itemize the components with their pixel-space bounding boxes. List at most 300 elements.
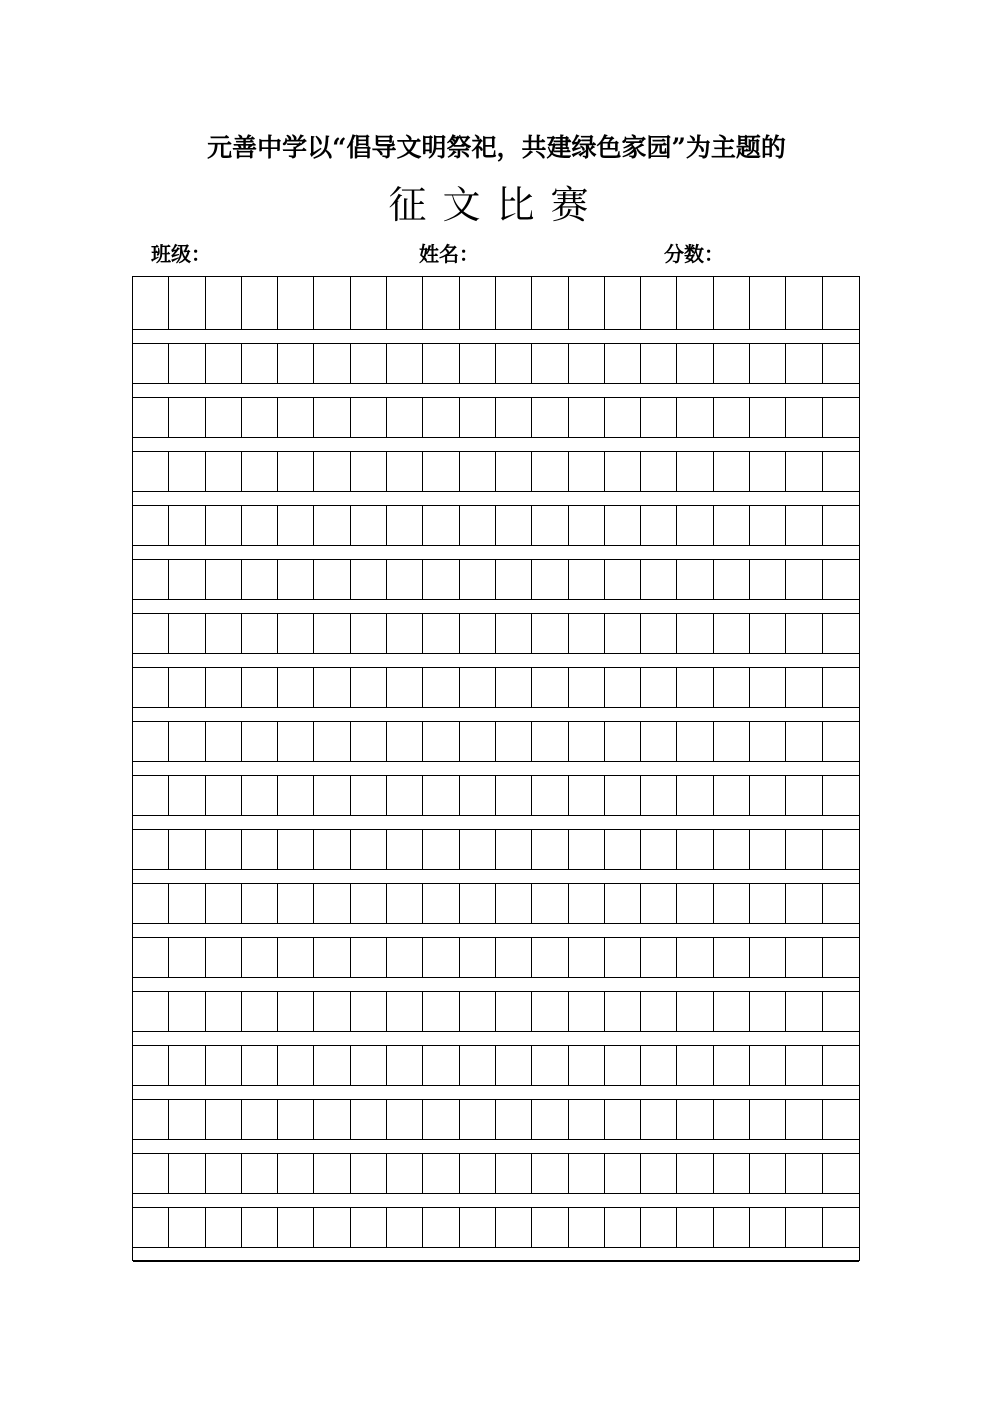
grid-cell[interactable]: [133, 506, 169, 545]
grid-cell[interactable]: [714, 1046, 750, 1085]
grid-cell[interactable]: [206, 884, 242, 923]
grid-cell[interactable]: [641, 992, 677, 1031]
grid-cell[interactable]: [823, 884, 859, 923]
grid-cell[interactable]: [206, 1046, 242, 1085]
grid-cell[interactable]: [351, 1100, 387, 1139]
grid-cell[interactable]: [387, 1208, 423, 1247]
grid-cell[interactable]: [714, 668, 750, 707]
grid-cell[interactable]: [641, 668, 677, 707]
grid-cell[interactable]: [641, 830, 677, 869]
grid-cell[interactable]: [605, 344, 641, 383]
grid-cell[interactable]: [314, 344, 350, 383]
grid-cell[interactable]: [496, 1154, 532, 1193]
grid-cell[interactable]: [714, 452, 750, 491]
grid-cell[interactable]: [423, 884, 459, 923]
grid-cell[interactable]: [569, 506, 605, 545]
grid-cell[interactable]: [314, 830, 350, 869]
grid-cell[interactable]: [133, 830, 169, 869]
grid-cell[interactable]: [314, 1046, 350, 1085]
grid-cell[interactable]: [714, 830, 750, 869]
grid-cell[interactable]: [569, 277, 605, 329]
grid-cell[interactable]: [314, 668, 350, 707]
grid-cell[interactable]: [641, 1208, 677, 1247]
grid-cell[interactable]: [532, 506, 568, 545]
grid-cell[interactable]: [351, 722, 387, 761]
grid-cell[interactable]: [641, 884, 677, 923]
grid-cell[interactable]: [641, 506, 677, 545]
grid-cell[interactable]: [206, 1100, 242, 1139]
grid-cell[interactable]: [387, 1100, 423, 1139]
grid-cell[interactable]: [423, 668, 459, 707]
grid-cell[interactable]: [206, 668, 242, 707]
grid-cell[interactable]: [351, 884, 387, 923]
grid-cell[interactable]: [278, 398, 314, 437]
grid-cell[interactable]: [677, 614, 713, 653]
grid-cell[interactable]: [750, 830, 786, 869]
grid-cell[interactable]: [677, 722, 713, 761]
grid-cell[interactable]: [169, 992, 205, 1031]
grid-cell[interactable]: [351, 398, 387, 437]
grid-cell[interactable]: [677, 1208, 713, 1247]
grid-cell[interactable]: [242, 344, 278, 383]
grid-cell[interactable]: [169, 722, 205, 761]
grid-cell[interactable]: [605, 776, 641, 815]
grid-cell[interactable]: [133, 992, 169, 1031]
grid-cell[interactable]: [750, 1154, 786, 1193]
grid-cell[interactable]: [532, 398, 568, 437]
grid-cell[interactable]: [750, 614, 786, 653]
grid-cell[interactable]: [206, 398, 242, 437]
grid-cell[interactable]: [714, 344, 750, 383]
grid-cell[interactable]: [677, 830, 713, 869]
grid-cell[interactable]: [169, 614, 205, 653]
grid-cell[interactable]: [532, 722, 568, 761]
grid-cell[interactable]: [278, 1046, 314, 1085]
grid-cell[interactable]: [823, 1154, 859, 1193]
grid-cell[interactable]: [133, 668, 169, 707]
grid-cell[interactable]: [278, 506, 314, 545]
grid-cell[interactable]: [351, 614, 387, 653]
grid-cell[interactable]: [242, 506, 278, 545]
grid-cell[interactable]: [496, 1100, 532, 1139]
grid-cell[interactable]: [569, 776, 605, 815]
grid-cell[interactable]: [641, 452, 677, 491]
grid-cell[interactable]: [460, 938, 496, 977]
grid-cell[interactable]: [423, 614, 459, 653]
grid-cell[interactable]: [351, 277, 387, 329]
grid-cell[interactable]: [641, 560, 677, 599]
grid-cell[interactable]: [823, 614, 859, 653]
grid-cell[interactable]: [532, 938, 568, 977]
grid-cell[interactable]: [532, 1046, 568, 1085]
grid-cell[interactable]: [714, 992, 750, 1031]
grid-cell[interactable]: [169, 398, 205, 437]
grid-cell[interactable]: [641, 614, 677, 653]
grid-cell[interactable]: [496, 668, 532, 707]
grid-cell[interactable]: [423, 776, 459, 815]
grid-cell[interactable]: [423, 830, 459, 869]
grid-cell[interactable]: [278, 560, 314, 599]
grid-cell[interactable]: [169, 668, 205, 707]
grid-cell[interactable]: [351, 1046, 387, 1085]
grid-cell[interactable]: [641, 277, 677, 329]
grid-cell[interactable]: [423, 938, 459, 977]
grid-cell[interactable]: [605, 560, 641, 599]
grid-cell[interactable]: [714, 1100, 750, 1139]
grid-cell[interactable]: [641, 722, 677, 761]
grid-cell[interactable]: [278, 452, 314, 491]
grid-cell[interactable]: [605, 452, 641, 491]
grid-cell[interactable]: [641, 938, 677, 977]
grid-cell[interactable]: [169, 1154, 205, 1193]
grid-cell[interactable]: [677, 506, 713, 545]
grid-cell[interactable]: [786, 1154, 822, 1193]
grid-cell[interactable]: [423, 506, 459, 545]
grid-cell[interactable]: [786, 506, 822, 545]
grid-cell[interactable]: [278, 344, 314, 383]
grid-cell[interactable]: [133, 452, 169, 491]
grid-cell[interactable]: [387, 344, 423, 383]
grid-cell[interactable]: [569, 614, 605, 653]
grid-cell[interactable]: [786, 344, 822, 383]
grid-cell[interactable]: [278, 992, 314, 1031]
grid-cell[interactable]: [314, 1154, 350, 1193]
grid-cell[interactable]: [823, 1208, 859, 1247]
grid-cell[interactable]: [133, 560, 169, 599]
grid-cell[interactable]: [641, 1100, 677, 1139]
grid-cell[interactable]: [169, 506, 205, 545]
grid-cell[interactable]: [242, 398, 278, 437]
grid-cell[interactable]: [460, 452, 496, 491]
grid-cell[interactable]: [314, 722, 350, 761]
grid-cell[interactable]: [750, 277, 786, 329]
grid-cell[interactable]: [641, 344, 677, 383]
grid-cell[interactable]: [133, 398, 169, 437]
grid-cell[interactable]: [460, 344, 496, 383]
grid-cell[interactable]: [387, 992, 423, 1031]
grid-cell[interactable]: [242, 1154, 278, 1193]
grid-cell[interactable]: [460, 1046, 496, 1085]
grid-cell[interactable]: [133, 277, 169, 329]
grid-cell[interactable]: [641, 1046, 677, 1085]
grid-cell[interactable]: [460, 1154, 496, 1193]
grid-cell[interactable]: [423, 277, 459, 329]
grid-cell[interactable]: [496, 560, 532, 599]
grid-cell[interactable]: [532, 1100, 568, 1139]
grid-cell[interactable]: [278, 668, 314, 707]
grid-cell[interactable]: [569, 938, 605, 977]
grid-cell[interactable]: [786, 830, 822, 869]
grid-cell[interactable]: [496, 1208, 532, 1247]
grid-cell[interactable]: [569, 830, 605, 869]
grid-cell[interactable]: [242, 830, 278, 869]
grid-cell[interactable]: [569, 884, 605, 923]
grid-cell[interactable]: [460, 992, 496, 1031]
grid-cell[interactable]: [569, 1100, 605, 1139]
grid-cell[interactable]: [351, 776, 387, 815]
grid-cell[interactable]: [169, 1100, 205, 1139]
grid-cell[interactable]: [314, 277, 350, 329]
grid-cell[interactable]: [677, 1046, 713, 1085]
grid-cell[interactable]: [569, 452, 605, 491]
grid-cell[interactable]: [786, 1208, 822, 1247]
grid-cell[interactable]: [169, 452, 205, 491]
grid-cell[interactable]: [569, 1046, 605, 1085]
grid-cell[interactable]: [460, 668, 496, 707]
grid-cell[interactable]: [569, 560, 605, 599]
grid-cell[interactable]: [133, 938, 169, 977]
grid-cell[interactable]: [278, 1208, 314, 1247]
grid-cell[interactable]: [387, 830, 423, 869]
grid-cell[interactable]: [605, 1208, 641, 1247]
grid-cell[interactable]: [605, 992, 641, 1031]
grid-cell[interactable]: [496, 830, 532, 869]
grid-cell[interactable]: [641, 398, 677, 437]
grid-cell[interactable]: [314, 398, 350, 437]
grid-cell[interactable]: [823, 1046, 859, 1085]
grid-cell[interactable]: [278, 776, 314, 815]
grid-cell[interactable]: [677, 560, 713, 599]
grid-cell[interactable]: [750, 506, 786, 545]
grid-cell[interactable]: [387, 452, 423, 491]
grid-cell[interactable]: [605, 938, 641, 977]
grid-cell[interactable]: [387, 722, 423, 761]
grid-cell[interactable]: [605, 830, 641, 869]
grid-cell[interactable]: [242, 1100, 278, 1139]
grid-cell[interactable]: [714, 884, 750, 923]
grid-cell[interactable]: [823, 398, 859, 437]
grid-cell[interactable]: [133, 614, 169, 653]
grid-cell[interactable]: [460, 560, 496, 599]
grid-cell[interactable]: [605, 1046, 641, 1085]
grid-cell[interactable]: [351, 830, 387, 869]
grid-cell[interactable]: [714, 506, 750, 545]
grid-cell[interactable]: [496, 398, 532, 437]
grid-cell[interactable]: [169, 776, 205, 815]
grid-cell[interactable]: [569, 1154, 605, 1193]
grid-cell[interactable]: [496, 1046, 532, 1085]
grid-cell[interactable]: [169, 938, 205, 977]
grid-cell[interactable]: [133, 776, 169, 815]
grid-cell[interactable]: [750, 668, 786, 707]
grid-cell[interactable]: [496, 452, 532, 491]
grid-cell[interactable]: [314, 992, 350, 1031]
grid-cell[interactable]: [278, 614, 314, 653]
grid-cell[interactable]: [750, 344, 786, 383]
grid-cell[interactable]: [423, 344, 459, 383]
grid-cell[interactable]: [460, 398, 496, 437]
grid-cell[interactable]: [314, 614, 350, 653]
grid-cell[interactable]: [605, 668, 641, 707]
grid-cell[interactable]: [278, 722, 314, 761]
grid-cell[interactable]: [532, 452, 568, 491]
grid-cell[interactable]: [786, 277, 822, 329]
grid-cell[interactable]: [423, 1046, 459, 1085]
grid-cell[interactable]: [278, 830, 314, 869]
grid-cell[interactable]: [605, 1100, 641, 1139]
grid-cell[interactable]: [133, 344, 169, 383]
grid-cell[interactable]: [423, 398, 459, 437]
grid-cell[interactable]: [677, 668, 713, 707]
grid-cell[interactable]: [750, 1208, 786, 1247]
grid-cell[interactable]: [823, 830, 859, 869]
grid-cell[interactable]: [242, 722, 278, 761]
grid-cell[interactable]: [314, 1100, 350, 1139]
grid-cell[interactable]: [641, 776, 677, 815]
grid-cell[interactable]: [460, 506, 496, 545]
grid-cell[interactable]: [823, 776, 859, 815]
grid-cell[interactable]: [496, 938, 532, 977]
grid-cell[interactable]: [677, 938, 713, 977]
grid-cell[interactable]: [133, 1046, 169, 1085]
grid-cell[interactable]: [496, 614, 532, 653]
grid-cell[interactable]: [786, 398, 822, 437]
grid-cell[interactable]: [823, 938, 859, 977]
grid-cell[interactable]: [714, 277, 750, 329]
grid-cell[interactable]: [569, 992, 605, 1031]
grid-cell[interactable]: [750, 398, 786, 437]
grid-cell[interactable]: [677, 277, 713, 329]
grid-cell[interactable]: [169, 830, 205, 869]
grid-cell[interactable]: [169, 1208, 205, 1247]
grid-cell[interactable]: [242, 992, 278, 1031]
grid-cell[interactable]: [387, 668, 423, 707]
grid-cell[interactable]: [823, 668, 859, 707]
grid-cell[interactable]: [460, 1208, 496, 1247]
grid-cell[interactable]: [206, 1154, 242, 1193]
grid-cell[interactable]: [351, 344, 387, 383]
grid-cell[interactable]: [314, 452, 350, 491]
grid-cell[interactable]: [714, 1154, 750, 1193]
grid-cell[interactable]: [206, 506, 242, 545]
grid-cell[interactable]: [206, 452, 242, 491]
grid-cell[interactable]: [786, 1046, 822, 1085]
grid-cell[interactable]: [677, 992, 713, 1031]
grid-cell[interactable]: [133, 1208, 169, 1247]
grid-cell[interactable]: [496, 344, 532, 383]
grid-cell[interactable]: [532, 344, 568, 383]
grid-cell[interactable]: [423, 1100, 459, 1139]
grid-cell[interactable]: [677, 398, 713, 437]
grid-cell[interactable]: [823, 452, 859, 491]
grid-cell[interactable]: [677, 1100, 713, 1139]
grid-cell[interactable]: [133, 1100, 169, 1139]
grid-cell[interactable]: [532, 992, 568, 1031]
grid-cell[interactable]: [242, 560, 278, 599]
grid-cell[interactable]: [532, 277, 568, 329]
grid-cell[interactable]: [206, 1208, 242, 1247]
grid-cell[interactable]: [823, 1100, 859, 1139]
grid-cell[interactable]: [823, 277, 859, 329]
grid-cell[interactable]: [460, 884, 496, 923]
grid-cell[interactable]: [133, 722, 169, 761]
grid-cell[interactable]: [641, 1154, 677, 1193]
grid-cell[interactable]: [169, 344, 205, 383]
grid-cell[interactable]: [605, 1154, 641, 1193]
grid-cell[interactable]: [169, 277, 205, 329]
grid-cell[interactable]: [206, 830, 242, 869]
grid-cell[interactable]: [423, 1208, 459, 1247]
grid-cell[interactable]: [387, 277, 423, 329]
grid-cell[interactable]: [351, 992, 387, 1031]
grid-cell[interactable]: [206, 560, 242, 599]
grid-cell[interactable]: [786, 668, 822, 707]
grid-cell[interactable]: [496, 277, 532, 329]
grid-cell[interactable]: [496, 776, 532, 815]
grid-cell[interactable]: [605, 614, 641, 653]
grid-cell[interactable]: [569, 1208, 605, 1247]
grid-cell[interactable]: [823, 722, 859, 761]
grid-cell[interactable]: [242, 938, 278, 977]
grid-cell[interactable]: [750, 938, 786, 977]
grid-cell[interactable]: [387, 398, 423, 437]
grid-cell[interactable]: [786, 722, 822, 761]
grid-cell[interactable]: [605, 506, 641, 545]
grid-cell[interactable]: [206, 614, 242, 653]
grid-cell[interactable]: [351, 668, 387, 707]
grid-cell[interactable]: [532, 560, 568, 599]
grid-cell[interactable]: [677, 884, 713, 923]
grid-cell[interactable]: [242, 277, 278, 329]
grid-cell[interactable]: [605, 277, 641, 329]
grid-cell[interactable]: [714, 614, 750, 653]
grid-cell[interactable]: [786, 1100, 822, 1139]
grid-cell[interactable]: [278, 1100, 314, 1139]
grid-cell[interactable]: [133, 884, 169, 923]
grid-cell[interactable]: [423, 560, 459, 599]
grid-cell[interactable]: [714, 1208, 750, 1247]
grid-cell[interactable]: [750, 776, 786, 815]
grid-cell[interactable]: [532, 1208, 568, 1247]
grid-cell[interactable]: [786, 992, 822, 1031]
grid-cell[interactable]: [823, 344, 859, 383]
grid-cell[interactable]: [569, 722, 605, 761]
grid-cell[interactable]: [714, 560, 750, 599]
grid-cell[interactable]: [314, 938, 350, 977]
grid-cell[interactable]: [605, 722, 641, 761]
grid-cell[interactable]: [496, 506, 532, 545]
grid-cell[interactable]: [786, 560, 822, 599]
grid-cell[interactable]: [314, 884, 350, 923]
grid-cell[interactable]: [206, 938, 242, 977]
grid-cell[interactable]: [823, 560, 859, 599]
grid-cell[interactable]: [786, 776, 822, 815]
grid-cell[interactable]: [823, 992, 859, 1031]
grid-cell[interactable]: [314, 560, 350, 599]
grid-cell[interactable]: [206, 344, 242, 383]
grid-cell[interactable]: [169, 1046, 205, 1085]
grid-cell[interactable]: [242, 776, 278, 815]
grid-cell[interactable]: [496, 722, 532, 761]
grid-cell[interactable]: [677, 452, 713, 491]
grid-cell[interactable]: [351, 1154, 387, 1193]
grid-cell[interactable]: [750, 560, 786, 599]
grid-cell[interactable]: [387, 938, 423, 977]
grid-cell[interactable]: [351, 560, 387, 599]
grid-cell[interactable]: [605, 884, 641, 923]
grid-cell[interactable]: [460, 776, 496, 815]
grid-cell[interactable]: [314, 506, 350, 545]
grid-cell[interactable]: [496, 884, 532, 923]
grid-cell[interactable]: [532, 614, 568, 653]
grid-cell[interactable]: [242, 1046, 278, 1085]
grid-cell[interactable]: [786, 614, 822, 653]
grid-cell[interactable]: [206, 992, 242, 1031]
grid-cell[interactable]: [351, 506, 387, 545]
grid-cell[interactable]: [133, 1154, 169, 1193]
grid-cell[interactable]: [387, 776, 423, 815]
grid-cell[interactable]: [750, 452, 786, 491]
